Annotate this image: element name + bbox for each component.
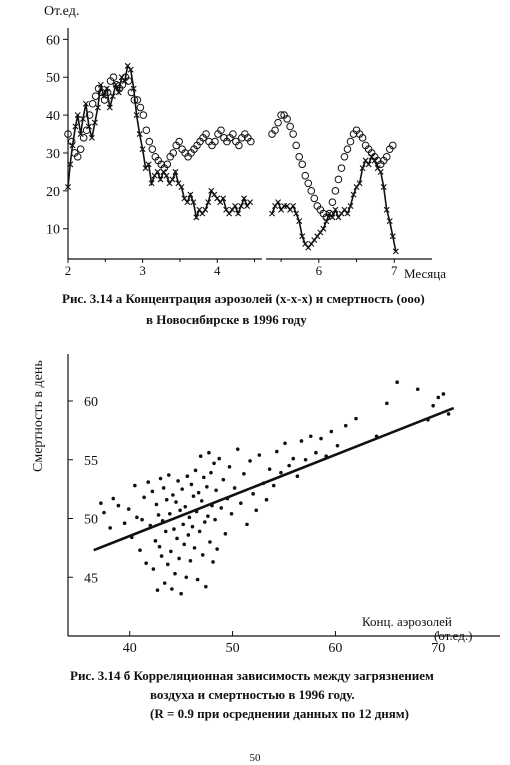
scatter-point xyxy=(173,572,177,576)
scatter-point xyxy=(236,447,240,451)
scatter-point xyxy=(344,424,348,428)
chart-a xyxy=(44,4,446,281)
scatter-point xyxy=(158,545,162,549)
scatter-point xyxy=(207,451,211,455)
chart-b-axes xyxy=(68,354,500,636)
mortality-point xyxy=(275,119,282,126)
scatter-point xyxy=(184,575,188,579)
scatter-point xyxy=(182,543,186,547)
scatter-point xyxy=(205,485,209,489)
scatter-point xyxy=(279,471,283,475)
scatter-point xyxy=(181,523,185,527)
scatter-point xyxy=(416,387,420,391)
chart-a-x-tick-label-2: 2 xyxy=(64,263,72,278)
scatter-point xyxy=(117,504,121,508)
scatter-point xyxy=(314,451,318,455)
scatter-point xyxy=(228,465,232,469)
scatter-point xyxy=(304,458,308,462)
mortality-point xyxy=(344,146,351,153)
scatter-point xyxy=(215,547,219,551)
scatter-point xyxy=(319,437,323,441)
scatter-point xyxy=(144,561,148,565)
scatter-point xyxy=(187,533,191,537)
chart-a-y-axis-label: От.ед. xyxy=(44,4,80,19)
chart-a-y-tick-label-30: 30 xyxy=(46,146,60,162)
chart-a-y-tick-label-40: 40 xyxy=(46,109,60,125)
scatter-point xyxy=(123,521,127,525)
scatter-point xyxy=(283,442,287,446)
scatter-point xyxy=(155,503,159,507)
scatter-point xyxy=(395,380,399,384)
scatter-point xyxy=(166,563,170,567)
scatter-point xyxy=(300,439,304,443)
scatter-point xyxy=(251,492,255,496)
mortality-point xyxy=(149,146,156,153)
scatter-point xyxy=(296,474,300,478)
chart-b-y-tick-label-45: 45 xyxy=(84,571,98,587)
scatter-point xyxy=(156,588,160,592)
caption-a-line1: Рис. 3.14 а Концентрация аэрозолей (х-х-х) и смертность (ооо) xyxy=(62,291,425,306)
scatter-point xyxy=(189,559,193,563)
chart-a-y-tick-label-20: 20 xyxy=(46,184,60,200)
mortality-point xyxy=(299,161,306,168)
mortality-point xyxy=(287,123,294,130)
scatter-point xyxy=(154,539,158,543)
scatter-point xyxy=(208,540,212,544)
mortality-point xyxy=(335,176,342,183)
scatter-point xyxy=(188,516,192,520)
chart-b-x-axis-label-line2: (от.ед.) xyxy=(434,628,473,643)
scatter-point xyxy=(191,525,195,529)
scatter-point xyxy=(177,557,181,561)
scatter-point xyxy=(199,454,203,458)
scatter-point xyxy=(212,461,216,465)
scatter-point xyxy=(111,497,115,501)
scatter-point xyxy=(163,581,167,585)
scatter-point xyxy=(183,505,187,509)
scatter-point xyxy=(230,512,234,516)
scatter-point xyxy=(157,513,161,517)
scatter-point xyxy=(233,486,237,490)
chart-b-trendline xyxy=(94,408,454,550)
chart-a-series xyxy=(65,63,399,254)
scatter-point xyxy=(219,506,223,510)
scatter-point xyxy=(175,537,179,541)
mortality-point xyxy=(137,104,144,111)
mortality-point xyxy=(305,180,312,187)
scatter-point xyxy=(196,578,200,582)
scatter-point xyxy=(198,530,202,534)
scatter-point xyxy=(272,484,276,488)
mortality-point xyxy=(332,188,339,195)
scatter-point xyxy=(222,478,226,482)
scatter-point xyxy=(138,548,142,552)
scatter-point xyxy=(258,453,262,457)
mortality-point xyxy=(302,172,309,179)
scatter-point xyxy=(275,450,279,454)
concentration-point xyxy=(212,192,217,197)
mortality-point xyxy=(140,112,147,119)
mortality-point xyxy=(347,138,354,145)
mortality-point xyxy=(308,188,315,195)
page-number: 50 xyxy=(249,752,261,764)
scatter-point xyxy=(174,500,178,504)
concentration-point xyxy=(230,207,235,212)
caption-a-line2: в Новосибирске в 1996 году xyxy=(146,312,307,327)
concentration-point xyxy=(200,211,205,216)
scatter-point xyxy=(436,396,440,400)
mortality-point xyxy=(296,153,303,160)
chart-b xyxy=(31,354,500,656)
mortality-point xyxy=(146,138,153,145)
caption-b-line3: (R = 0.9 при осреднении данных по 12 дням) xyxy=(150,706,409,721)
chart-a-x-tick-label-7: 7 xyxy=(391,263,398,278)
chart-b-y-tick-label-55: 55 xyxy=(84,453,98,469)
chart-b-x-axis-label-line1: Конц. аэрозолей xyxy=(362,614,452,629)
scatter-point xyxy=(197,491,201,495)
scatter-point xyxy=(186,474,190,478)
scatter-point xyxy=(309,434,313,438)
scatter-point xyxy=(180,487,184,491)
concentration-point xyxy=(247,200,252,205)
chart-b-y-tick-label-50: 50 xyxy=(84,512,98,528)
scatter-point xyxy=(176,479,180,483)
scatter-point xyxy=(447,412,451,416)
scatter-point xyxy=(265,498,269,502)
scatter-point xyxy=(178,508,182,512)
chart-b-x-tick-label-60: 60 xyxy=(328,641,343,656)
scatter-point xyxy=(133,484,137,488)
mortality-point xyxy=(92,93,99,100)
scatter-point xyxy=(245,523,249,527)
chart-a-y-tick-label-50: 50 xyxy=(46,71,60,87)
scatter-point xyxy=(242,472,246,476)
scatter-point xyxy=(102,511,106,515)
scatter-point xyxy=(431,404,435,408)
scatter-point xyxy=(169,550,173,554)
mortality-point xyxy=(143,127,150,134)
scatter-point xyxy=(336,444,340,448)
chart-b-x-tick-label-50: 50 xyxy=(225,641,240,656)
scatter-point xyxy=(127,507,131,511)
scatter-point xyxy=(164,530,168,534)
scatter-point xyxy=(99,501,103,505)
chart-a-y-tick-label-10: 10 xyxy=(46,222,60,238)
scatter-point xyxy=(108,526,112,530)
scatter-point xyxy=(170,587,174,591)
scatter-point xyxy=(213,518,217,522)
scatter-point xyxy=(248,459,252,463)
scatter-point xyxy=(200,499,204,503)
mortality-point xyxy=(311,195,318,202)
concentration-point xyxy=(218,200,223,205)
chart-a-x-tick-label-4: 4 xyxy=(213,263,221,278)
mortality-point xyxy=(329,199,336,206)
scatter-point xyxy=(135,516,139,520)
scatter-point xyxy=(204,585,208,589)
chart-b-y-axis-label: Смертность в день xyxy=(31,360,46,472)
scatter-point xyxy=(206,514,210,518)
scatter-point xyxy=(442,392,446,396)
scatter-point xyxy=(214,489,218,493)
chart-b-points xyxy=(99,380,450,595)
scatter-point xyxy=(190,483,194,487)
mortality-point xyxy=(341,153,348,160)
scatter-point xyxy=(224,532,228,536)
caption-b-line1: Рис. 3.14 б Корреляционная зависимость между загрязнением xyxy=(70,668,434,683)
scatter-point xyxy=(193,546,197,550)
scatter-point xyxy=(142,496,146,500)
chart-a-x-axis-label: Месяца xyxy=(404,266,446,281)
scatter-point xyxy=(330,430,334,434)
mortality-point xyxy=(290,131,297,138)
scatter-point xyxy=(209,471,213,475)
concentration-point xyxy=(215,196,220,201)
chart-b-x-tick-label-70: 70 xyxy=(431,641,446,656)
scatter-point xyxy=(268,467,272,471)
scatter-point xyxy=(171,493,175,497)
chart-a-x-tick-label-6: 6 xyxy=(315,263,323,278)
scatter-point xyxy=(217,457,221,461)
mortality-point xyxy=(293,142,300,149)
mortality-point xyxy=(80,135,87,142)
mortality-point xyxy=(338,165,345,172)
scatter-point xyxy=(172,527,176,531)
scatter-point xyxy=(203,520,207,524)
mortality-point xyxy=(77,146,84,153)
scatter-point xyxy=(291,457,295,461)
scatter-point xyxy=(211,560,215,564)
scatter-point xyxy=(167,473,171,477)
regression-line xyxy=(94,408,454,550)
scatter-point xyxy=(239,501,243,505)
scatter-point xyxy=(151,490,155,494)
concentration-point xyxy=(227,211,232,216)
chart-a-ticks xyxy=(46,33,398,278)
chart-a-y-tick-label-60: 60 xyxy=(46,33,60,49)
scatter-point xyxy=(179,592,183,596)
scatter-point xyxy=(140,518,144,522)
scatter-point xyxy=(152,567,156,571)
caption-b-line2: воздуха и смертностью в 1996 году. xyxy=(150,687,355,702)
chart-a-x-tick-label-3: 3 xyxy=(139,263,146,278)
scatter-point xyxy=(146,480,150,484)
scatter-point xyxy=(202,476,206,480)
scatter-point xyxy=(192,494,196,498)
scatter-point xyxy=(162,486,166,490)
chart-a-axes xyxy=(68,28,432,259)
scatter-point xyxy=(194,469,198,473)
scatter-point xyxy=(354,417,358,421)
mortality-point xyxy=(89,100,96,107)
chart-b-x-tick-label-40: 40 xyxy=(122,641,137,656)
scatter-point xyxy=(165,498,169,502)
scatter-point xyxy=(168,512,172,516)
scatter-point xyxy=(385,402,389,406)
scatter-point xyxy=(159,477,163,481)
scatter-point xyxy=(254,508,258,512)
scatter-point xyxy=(160,554,164,558)
scatter-point xyxy=(287,464,291,468)
chart-b-y-tick-label-60: 60 xyxy=(84,395,98,410)
scatter-point xyxy=(201,553,205,557)
